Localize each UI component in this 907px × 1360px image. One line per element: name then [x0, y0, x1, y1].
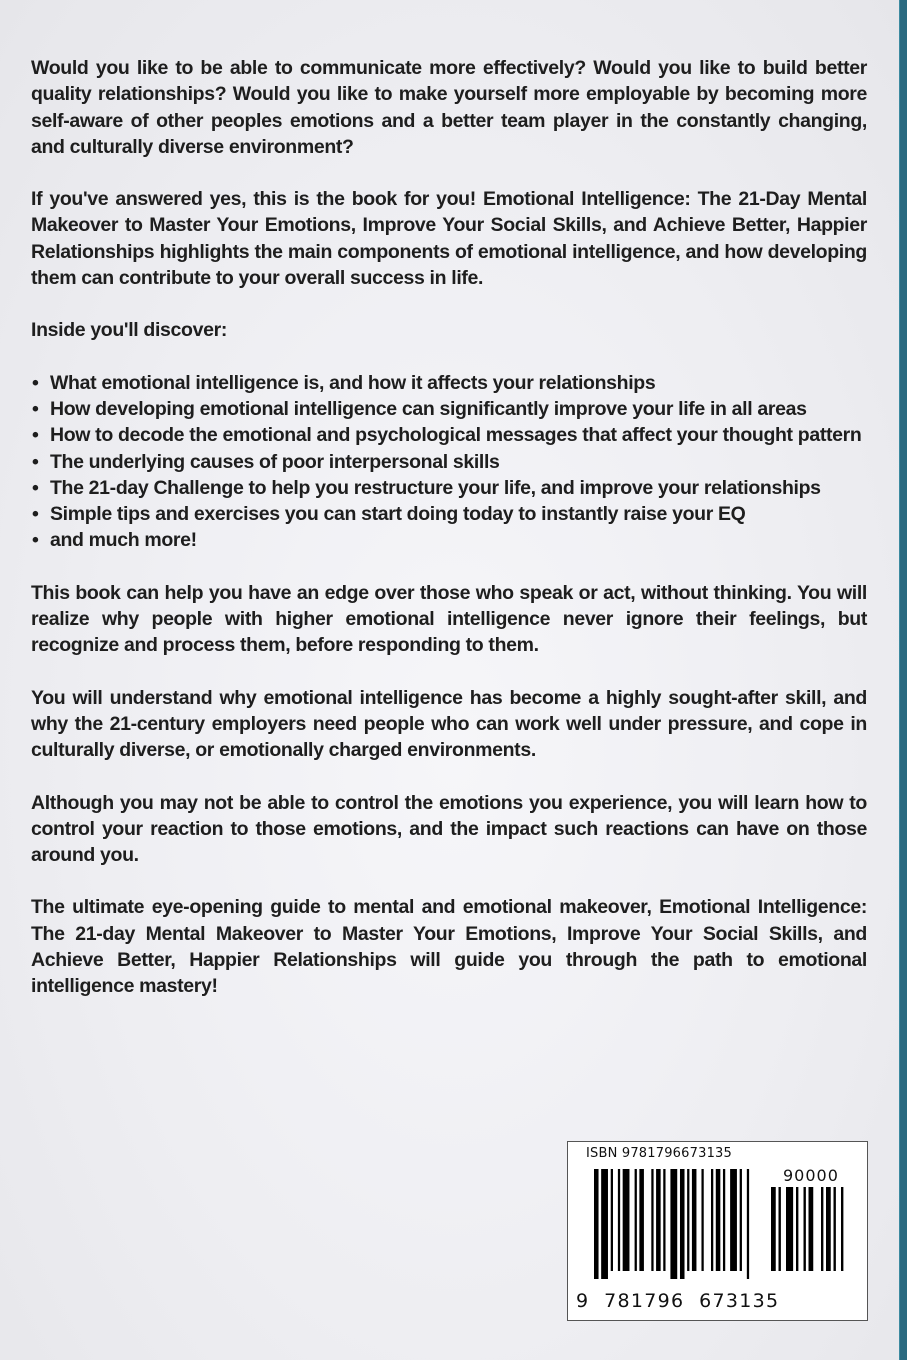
closing-lead: The ultimate eye-opening guide to mental and emotional makeover, — [31, 896, 660, 919]
isbn-label: ISBN 9781796673135 — [586, 1146, 732, 1161]
discover-heading: Inside you'll discover: — [31, 319, 227, 342]
intro-paragraph: Would you like to be able to communicate more effectively? Would you like to build better quality relationships? Would you like to make yourself more employable by becoming more self-aware of other peoples emotions and a better team player in the constantly changing, and culturally diverse environment? — [31, 57, 867, 158]
list-item: • How to decode the emotional and psychological messages that affect your thought pattern — [31, 422, 867, 448]
spine-edge-stripe — [899, 0, 907, 1360]
list-item: • What emotional intelligence is, and how it affects your relationships — [31, 370, 867, 396]
closing-paragraph — [31, 894, 867, 999]
discover-list — [31, 370, 867, 554]
back-cover-text — [31, 55, 867, 1000]
control-paragraph: Although you may not be able to control the emotions you experience, you will learn how to control your reaction to those emotions, and the impact such reactions can have on those around you. — [31, 791, 867, 867]
isbn-barcode — [567, 1141, 868, 1321]
pitch-lead: If you've answered yes, this is the book for you! — [31, 188, 484, 211]
barcode-bars-icon — [594, 1169, 754, 1279]
list-item: • Simple tips and exercises you can start doing today to instantly raise your EQ — [31, 501, 867, 527]
understand-paragraph: You will understand why emotional intelligence has become a highly sought-after skill, and why the 21-century employers need people who can work well under pressure, and cope in culturally diverse, or emotionally charged environments. — [31, 686, 867, 762]
pitch-paragraph — [31, 186, 867, 291]
pitch-tail: highlights the main components of emotional intelligence, and how developing them can contribute to your overall success in life. — [31, 240, 867, 290]
book-title: Emotional Intelligence: The 21-Day Mental Makeover — [31, 188, 867, 237]
price-addon-code: 90000 — [783, 1166, 839, 1185]
addon-bars-icon — [771, 1187, 851, 1279]
list-item: • and much more! — [31, 527, 867, 553]
barcode-digits: 9 781796 673135 — [576, 1290, 780, 1312]
edge-paragraph: This book can help you have an edge over those who speak or act, without thinking. You will realize why people with higher emotional intelligence never ignore their feelings, but recognize and process them, before responding to them. — [31, 581, 867, 657]
list-item: • The underlying causes of poor interpersonal skills — [31, 449, 867, 475]
book-title: Emotional Intelligence: The 21-day Mental Makeover — [31, 896, 867, 945]
list-item: • The 21-day Challenge to help you restructure your life, and improve your relationships — [31, 475, 867, 501]
book-subtitle: to Master Your Emotions, Improve Your Social Skills, and Achieve Better, Happier Relationships — [31, 922, 867, 972]
book-subtitle: to Master Your Emotions, Improve Your Social Skills, and Achieve Better, Happier Relationships — [31, 214, 867, 263]
closing-tail: will guide you through the path to emotional intelligence mastery! — [31, 949, 867, 998]
list-item: • How developing emotional intelligence can significantly improve your life in all areas — [31, 396, 867, 422]
